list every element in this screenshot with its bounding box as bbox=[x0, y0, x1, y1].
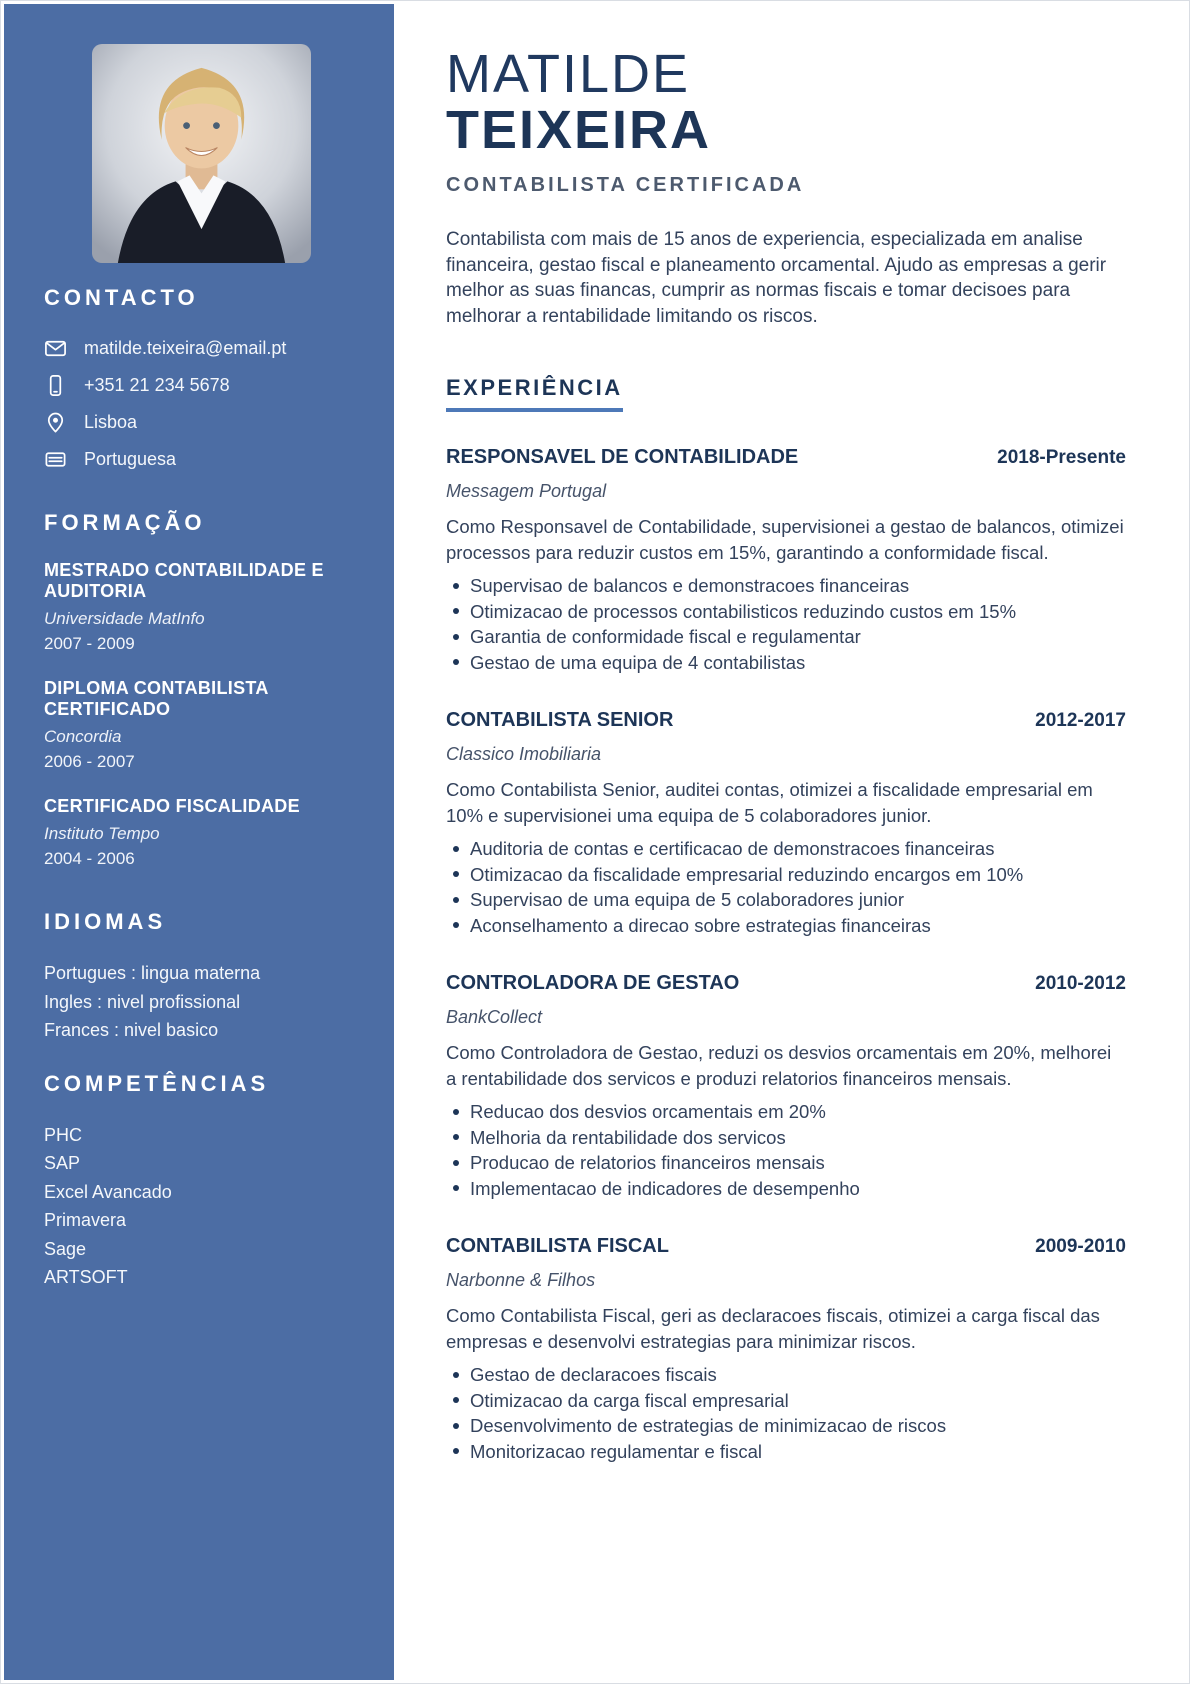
experience-heading: EXPERIÊNCIA bbox=[446, 375, 623, 412]
job-bullet: Implementacao de indicadores de desempenho bbox=[446, 1176, 1126, 1202]
job-bullet: Reducao dos desvios orcamentais em 20% bbox=[446, 1099, 1126, 1125]
job-bullet: Otimizacao da fiscalidade empresarial reduzindo encargos em 10% bbox=[446, 862, 1126, 888]
languages-list bbox=[44, 959, 358, 1045]
contact-email-text: matilde.teixeira@email.pt bbox=[84, 337, 287, 358]
main-content bbox=[394, 4, 1186, 1680]
job-bullet: Melhoria da rentabilidade dos servicos bbox=[446, 1125, 1126, 1151]
job-title: RESPONSAVEL DE CONTABILIDADE bbox=[446, 446, 799, 468]
contact-list bbox=[44, 335, 358, 472]
contact-nationality-text: Portuguesa bbox=[84, 448, 177, 469]
job-dates: 2012-2017 bbox=[1035, 710, 1126, 731]
job-bullets bbox=[446, 836, 1126, 938]
education-entry bbox=[44, 678, 358, 772]
job-company: Narbonne & Filhos bbox=[446, 1270, 596, 1290]
id-card-icon bbox=[44, 448, 67, 471]
education-section bbox=[44, 510, 358, 869]
languages-section bbox=[44, 909, 358, 1045]
job-entry bbox=[446, 446, 1126, 675]
job-description: Como Controladora de Gestao, reduzi os desvios orcamentais em 20%, melhorei a rentabilidade dos servicos e produzi relatorios financeiros mensais. bbox=[446, 1042, 1112, 1089]
job-title: CONTABILISTA SENIOR bbox=[446, 709, 674, 731]
contact-heading: CONTACTO bbox=[44, 285, 199, 310]
contact-item-nationality bbox=[44, 446, 358, 472]
skill-item: Primavera bbox=[44, 1210, 127, 1230]
job-dates: 2010-2012 bbox=[1035, 973, 1126, 994]
job-bullet: Supervisao de balancos e demonstracoes financeiras bbox=[446, 573, 1126, 599]
skill-item: Excel Avancado bbox=[44, 1181, 172, 1202]
education-dates: 2007 - 2009 bbox=[44, 634, 135, 653]
sidebar bbox=[4, 4, 394, 1680]
job-bullet: Gestao de uma equipa de 4 contabilistas bbox=[446, 650, 1126, 676]
job-bullet: Aconselhamento a direcao sobre estrategias financeiras bbox=[446, 913, 1126, 939]
location-icon bbox=[44, 411, 67, 434]
job-entry bbox=[446, 1235, 1126, 1464]
contact-phone-text: +351 21 234 5678 bbox=[84, 374, 230, 395]
job-description: Como Responsavel de Contabilidade, supervisionei a gestao de balancos, otimizei processos para reduzir custos em 15%, garantindo a conformidade fiscal. bbox=[446, 516, 1124, 563]
job-dates: 2018-Presente bbox=[997, 447, 1126, 468]
job-title: CONTROLADORA DE GESTAO bbox=[446, 972, 740, 994]
education-degree: MESTRADO CONTABILIDADE E AUDITORIA bbox=[44, 560, 324, 601]
education-school: Universidade MatInfo bbox=[44, 609, 205, 628]
job-bullet: Otimizacao da carga fiscal empresarial bbox=[446, 1388, 1126, 1414]
first-name: MATILDE bbox=[446, 44, 691, 104]
candidate-name bbox=[446, 46, 1126, 158]
job-header bbox=[446, 972, 1126, 995]
job-bullet: Garantia de conformidade fiscal e regulamentar bbox=[446, 624, 1126, 650]
education-dates: 2006 - 2007 bbox=[44, 752, 135, 771]
skill-item: ARTSOFT bbox=[44, 1267, 128, 1287]
contact-item-phone bbox=[44, 372, 358, 398]
skill-item: Sage bbox=[44, 1238, 87, 1259]
job-bullet: Gestao de declaracoes fiscais bbox=[446, 1362, 1126, 1388]
job-dates: 2009-2010 bbox=[1035, 1236, 1126, 1257]
job-entry bbox=[446, 709, 1126, 938]
job-company: BankCollect bbox=[446, 1007, 543, 1027]
contact-item-location bbox=[44, 409, 358, 435]
education-school: Concordia bbox=[44, 727, 122, 746]
job-description: Como Contabilista Senior, auditei contas, otimizei a fiscalidade empresarial em 10% e supervisionei uma equipa de 5 colaboradores junior. bbox=[446, 779, 1093, 826]
last-name: TEIXEIRA bbox=[446, 100, 712, 160]
language-item: Ingles : nivel profissional bbox=[44, 991, 241, 1012]
language-item: Frances : nivel basico bbox=[44, 1020, 219, 1040]
education-dates: 2004 - 2006 bbox=[44, 849, 135, 868]
profile-summary: Contabilista com mais de 15 anos de experiencia, especializada em analise financeira, gestao fiscal e planeamento orcamental. Ajudo as empresas a gerir melhor as suas financas, cumprir as normas fiscais e tomar decisoes para melhorar a rentabilidade limitando os riscos. bbox=[446, 229, 1107, 327]
skills-list bbox=[44, 1121, 358, 1292]
job-bullets bbox=[446, 1362, 1126, 1464]
language-item: Portugues : lingua materna bbox=[44, 963, 261, 983]
job-bullets bbox=[446, 1099, 1126, 1201]
job-entry bbox=[446, 972, 1126, 1201]
job-header bbox=[446, 446, 1126, 469]
job-bullet: Auditoria de contas e certificacao de demonstracoes financeiras bbox=[446, 836, 1126, 862]
education-entry bbox=[44, 796, 358, 869]
job-bullet: Desenvolvimento de estrategias de minimizacao de riscos bbox=[446, 1413, 1126, 1439]
job-bullets bbox=[446, 573, 1126, 675]
job-bullet: Otimizacao de processos contabilisticos reduzindo custos em 15% bbox=[446, 599, 1126, 625]
contact-location-text: Lisboa bbox=[84, 411, 138, 432]
profile-photo bbox=[92, 44, 311, 263]
email-icon bbox=[44, 337, 67, 360]
job-subtitle: CONTABILISTA CERTIFICADA bbox=[446, 174, 805, 196]
job-description: Como Contabilista Fiscal, geri as declaracoes fiscais, otimizei a carga fiscal das empresas e desenvolvi estrategias para minimizar riscos. bbox=[446, 1305, 1100, 1352]
contact-section bbox=[44, 285, 358, 472]
job-bullet: Producao de relatorios financeiros mensais bbox=[446, 1150, 1126, 1176]
languages-heading: IDIOMAS bbox=[44, 909, 167, 934]
education-heading: FORMAÇÃO bbox=[44, 510, 206, 535]
job-title: CONTABILISTA FISCAL bbox=[446, 1235, 669, 1257]
skill-item: SAP bbox=[44, 1153, 81, 1173]
job-header bbox=[446, 709, 1126, 732]
job-header bbox=[446, 1235, 1126, 1258]
job-company: Messagem Portugal bbox=[446, 481, 607, 501]
skills-heading: COMPETÊNCIAS bbox=[44, 1070, 270, 1096]
skills-section bbox=[44, 1071, 358, 1292]
education-degree: CERTIFICADO FISCALIDADE bbox=[44, 796, 300, 816]
education-degree: DIPLOMA CONTABILISTA CERTIFICADO bbox=[44, 678, 268, 719]
job-company: Classico Imobiliaria bbox=[446, 744, 602, 764]
skill-item: PHC bbox=[44, 1124, 83, 1145]
job-bullet: Monitorizacao regulamentar e fiscal bbox=[446, 1439, 1126, 1465]
education-school: Instituto Tempo bbox=[44, 824, 160, 843]
education-entry bbox=[44, 560, 358, 654]
phone-icon bbox=[44, 374, 67, 397]
job-bullet: Supervisao de uma equipa de 5 colaboradores junior bbox=[446, 887, 1126, 913]
contact-item-email bbox=[44, 335, 358, 361]
